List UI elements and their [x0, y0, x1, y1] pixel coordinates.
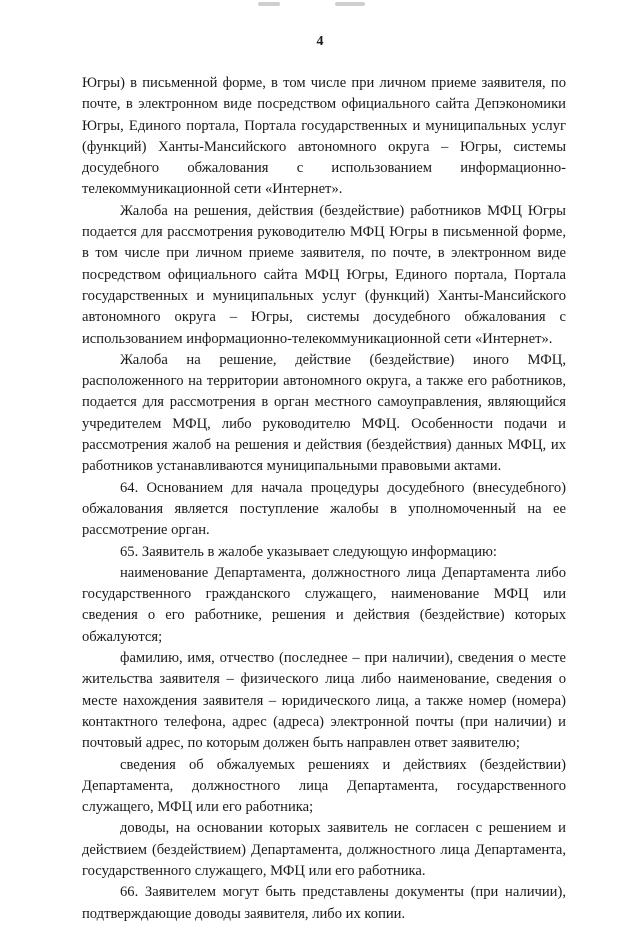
paragraph-other-mfc-complaint: Жалоба на решение, действие (бездействие) иного МФЦ, расположенного на территории автономного округа, а также его работников, подается для рассмотрения в орган местного самоуправления, являющийся учредителем МФЦ, либо руководителю МФЦ. Особенности подачи и рассмотрения жалоб на решения и действия (бездействия) данных МФЦ, их работников устанавливаются муниципальными правовыми актами. — [82, 351, 566, 475]
list-item-applicant-details: фамилию, имя, отчество (последнее – при наличии), сведения о месте жительства заявителя – физического лица либо наименование, сведения о месте нахождения заявителя – юридического лица, а также номер (номера) контактного телефона, адрес (адреса) электронной почты (при наличии) и почтовый адрес, по которым должен быть направлен ответ заявителю; — [82, 650, 566, 752]
list-item-department-name: наименование Департамента, должностного лица Департамента либо государственного гражданского служащего, наименование МФЦ или сведения о его работнике, решения и действия (бездействие) которых обжалуются; — [82, 564, 566, 645]
document-body — [82, 73, 566, 925]
scan-artifact-left — [258, 2, 280, 6]
list-item-appealed-decisions: сведения об обжалуемых решениях и действиях (бездействии) Департамента, должностного лица Департамента, государственного служащего, МФЦ или его работника; — [82, 756, 566, 816]
paragraph-65: 65. Заявитель в жалобе указывает следующую информацию: — [120, 543, 497, 560]
scan-artifact-right — [335, 2, 365, 6]
paragraph-66: 66. Заявителем могут быть представлены документы (при наличии), подтверждающие доводы заявителя, либо их копии. — [82, 884, 566, 922]
list-item-arguments: доводы, на основании которых заявитель не согласен с решением и действием (бездействием) Департамента, должностного лица Департамента, государственного служащего, МФЦ или его работника. — [82, 820, 566, 879]
paragraph-64: 64. Основанием для начала процедуры досудебного (внесудебного) обжалования является поступление жалобы в уполномоченный на ее рассмотрение орган. — [82, 479, 566, 539]
page-number: 4 — [316, 34, 324, 49]
paragraph-mfc-complaint: Жалоба на решения, действия (бездействие) работников МФЦ Югры подается для рассмотрения руководителю МФЦ Югры в письменной форме, в том числе при личном приеме заявителя, по почте, в электронном виде посредством официального сайта МФЦ Югры, Единого портала, Портала государственных и муниципальных услуг (функций) Ханты-Мансийского автономного округа – Югры, системы досудебного обжалования с использованием информационно-телекоммуникационной сети «Интернет». — [82, 202, 566, 347]
paragraph-continuation: Югры) в письменной форме, в том числе при личном приеме заявителя, по почте, в электронном виде посредством официального сайта Депэкономики Югры, Единого портала, Портала государственных и муниципальных услуг (функций) Ханты-Мансийского автономного округа – Югры, системы досудебного обжалования с использованием информационно-телекоммуникационной сети «Интернет». — [82, 75, 566, 198]
